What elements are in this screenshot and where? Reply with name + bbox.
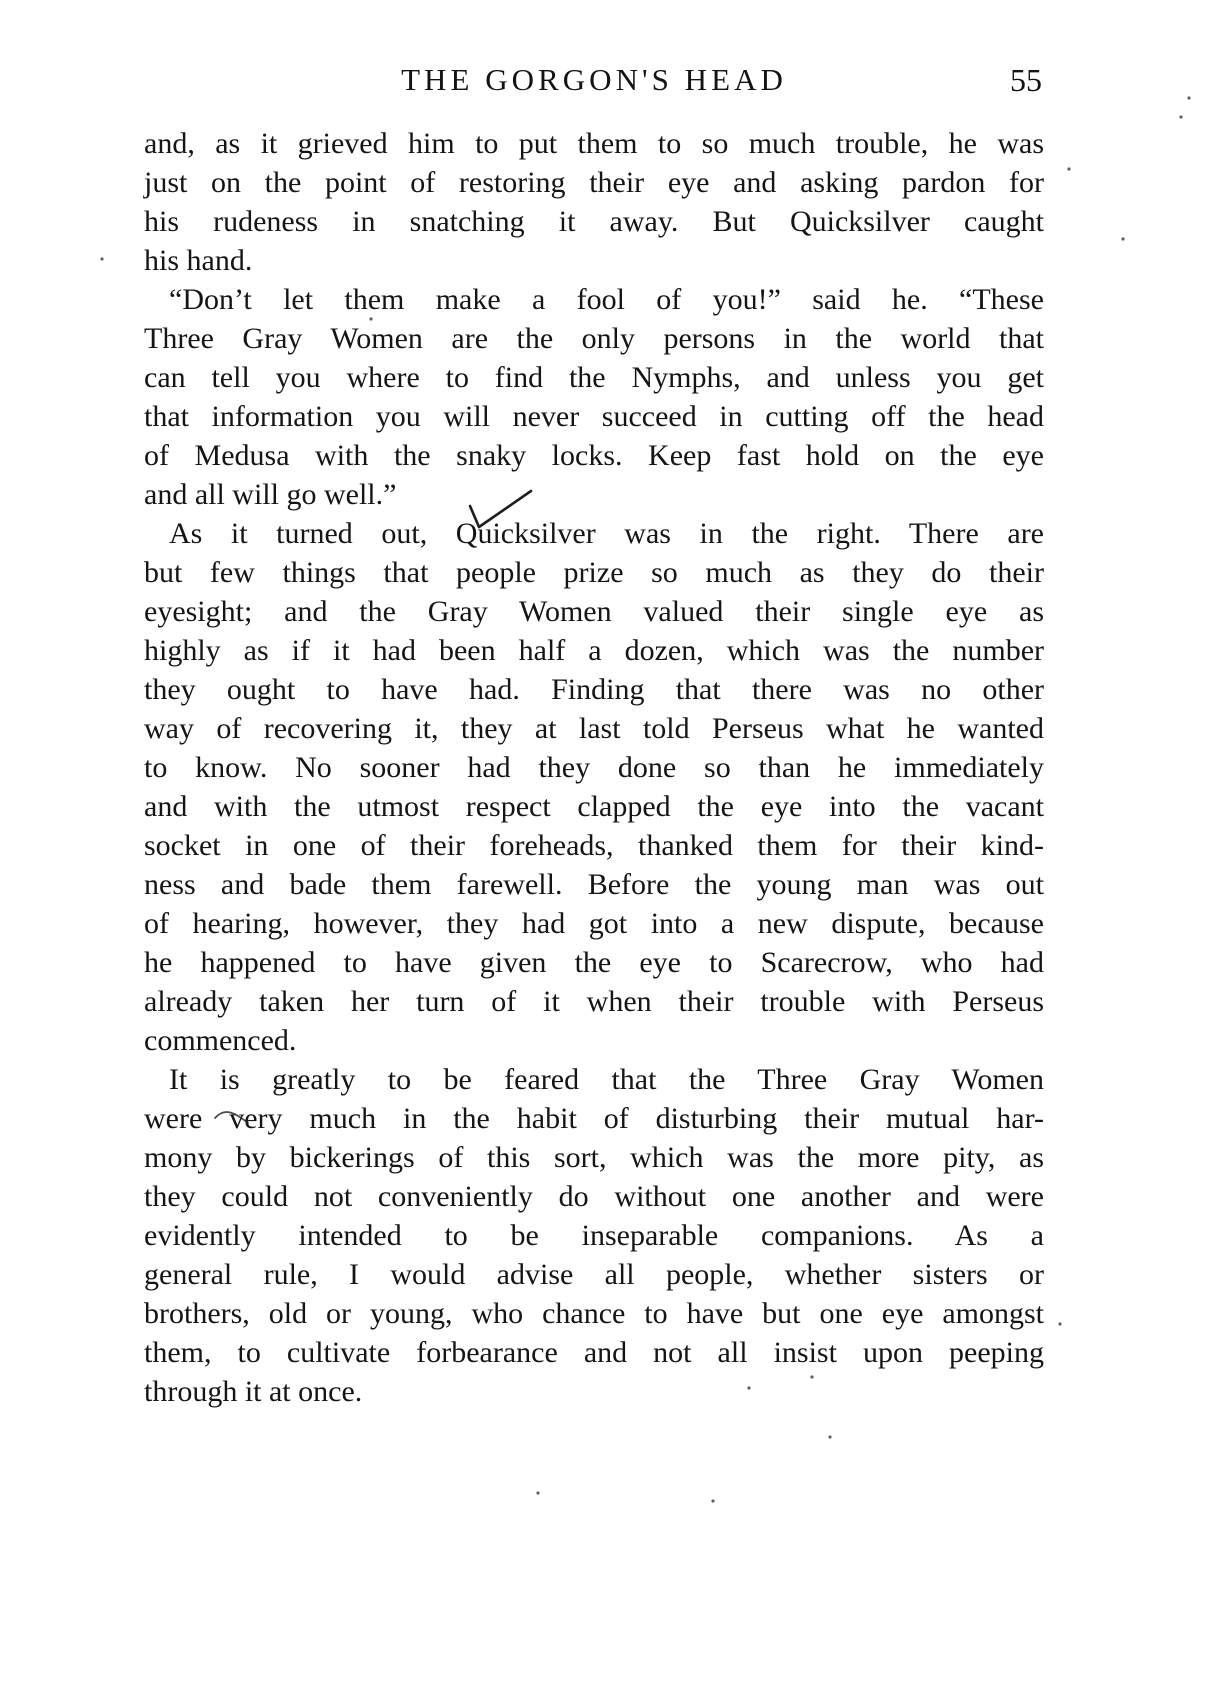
text-line: evidently intended to be inseparable companions. As a bbox=[144, 1219, 1044, 1252]
text-line: they could not conveniently do without one another and were bbox=[144, 1180, 1044, 1213]
text-line: of hearing, however, they had got into a new dispute, because bbox=[144, 907, 1044, 940]
text-line: already taken her turn of it when their trouble with Perseus bbox=[144, 985, 1044, 1018]
text-line: just on the point of restoring their eye and asking pardon for bbox=[144, 166, 1044, 199]
paper-speck bbox=[1058, 1322, 1061, 1325]
paper-speck bbox=[828, 1435, 831, 1438]
text-line: them, to cultivate forbearance and not all insist upon peeping bbox=[144, 1336, 1044, 1369]
paper-speck bbox=[1179, 115, 1182, 118]
text-line: but few things that people prize so much as they do their bbox=[144, 556, 1044, 589]
text-line: ness and bade them farewell. Before the young man was out bbox=[144, 868, 1044, 901]
text-line: general rule, I would advise all people, whether sisters or bbox=[144, 1258, 1044, 1291]
paper-speck bbox=[100, 257, 103, 260]
text-line: they ought to have had. Finding that there was no other bbox=[144, 673, 1044, 706]
text-line: to know. No sooner had they done so than he immediately bbox=[144, 751, 1044, 784]
text-line: and with the utmost respect clapped the eye into the vacant bbox=[144, 790, 1044, 823]
text-line: socket in one of their foreheads, thanked them for their kind- bbox=[144, 829, 1044, 862]
text-line: were very much in the habit of disturbing their mutual har- bbox=[144, 1102, 1044, 1135]
running-head bbox=[144, 62, 1044, 102]
paper-speck bbox=[1067, 167, 1070, 170]
paper-speck bbox=[1121, 237, 1124, 240]
text-line: It is greatly to be feared that the Three Gray Women bbox=[169, 1063, 1044, 1096]
text-line: commenced. bbox=[144, 1024, 297, 1057]
paper-speck bbox=[536, 1491, 539, 1494]
paper-speck bbox=[1187, 96, 1190, 99]
text-line: through it at once. bbox=[144, 1375, 363, 1408]
page-body bbox=[144, 124, 1044, 1411]
paragraph bbox=[144, 514, 1044, 1060]
text-line: mony by bickerings of this sort, which was the more pity, as bbox=[144, 1141, 1044, 1174]
page-title: THE GORGON'S HEAD bbox=[401, 62, 787, 97]
text-line: his rudeness in snatching it away. But Quicksilver caught bbox=[144, 205, 1044, 238]
paragraph bbox=[144, 1060, 1044, 1411]
page-number: 55 bbox=[1010, 62, 1042, 98]
text-line: As it turned out, Quicksilver was in the right. There are bbox=[169, 517, 1044, 550]
text-line: brothers, old or young, who chance to have but one eye amongst bbox=[144, 1297, 1044, 1330]
text-line: Three Gray Women are the only persons in the world that bbox=[144, 322, 1044, 355]
text-line: of Medusa with the snaky locks. Keep fast hold on the eye bbox=[144, 439, 1044, 472]
text-line: eyesight; and the Gray Women valued their single eye as bbox=[144, 595, 1044, 628]
paragraph bbox=[144, 124, 1044, 280]
text-line: can tell you where to find the Nymphs, and unless you get bbox=[144, 361, 1044, 394]
text-line: his hand. bbox=[144, 244, 253, 277]
paper-speck bbox=[711, 1499, 714, 1502]
text-line: and all will go well.” bbox=[144, 478, 397, 511]
text-line: “Don’t let them make a fool of you!” said he. “These bbox=[169, 283, 1044, 316]
text-line: way of recovering it, they at last told Perseus what he wanted bbox=[144, 712, 1044, 745]
text-line: highly as if it had been half a dozen, which was the number bbox=[144, 634, 1044, 667]
paragraph bbox=[144, 280, 1044, 514]
text-line: he happened to have given the eye to Scarecrow, who had bbox=[144, 946, 1044, 979]
text-line: that information you will never succeed in cutting off the head bbox=[144, 400, 1044, 433]
text-line: and, as it grieved him to put them to so much trouble, he was bbox=[144, 127, 1044, 160]
